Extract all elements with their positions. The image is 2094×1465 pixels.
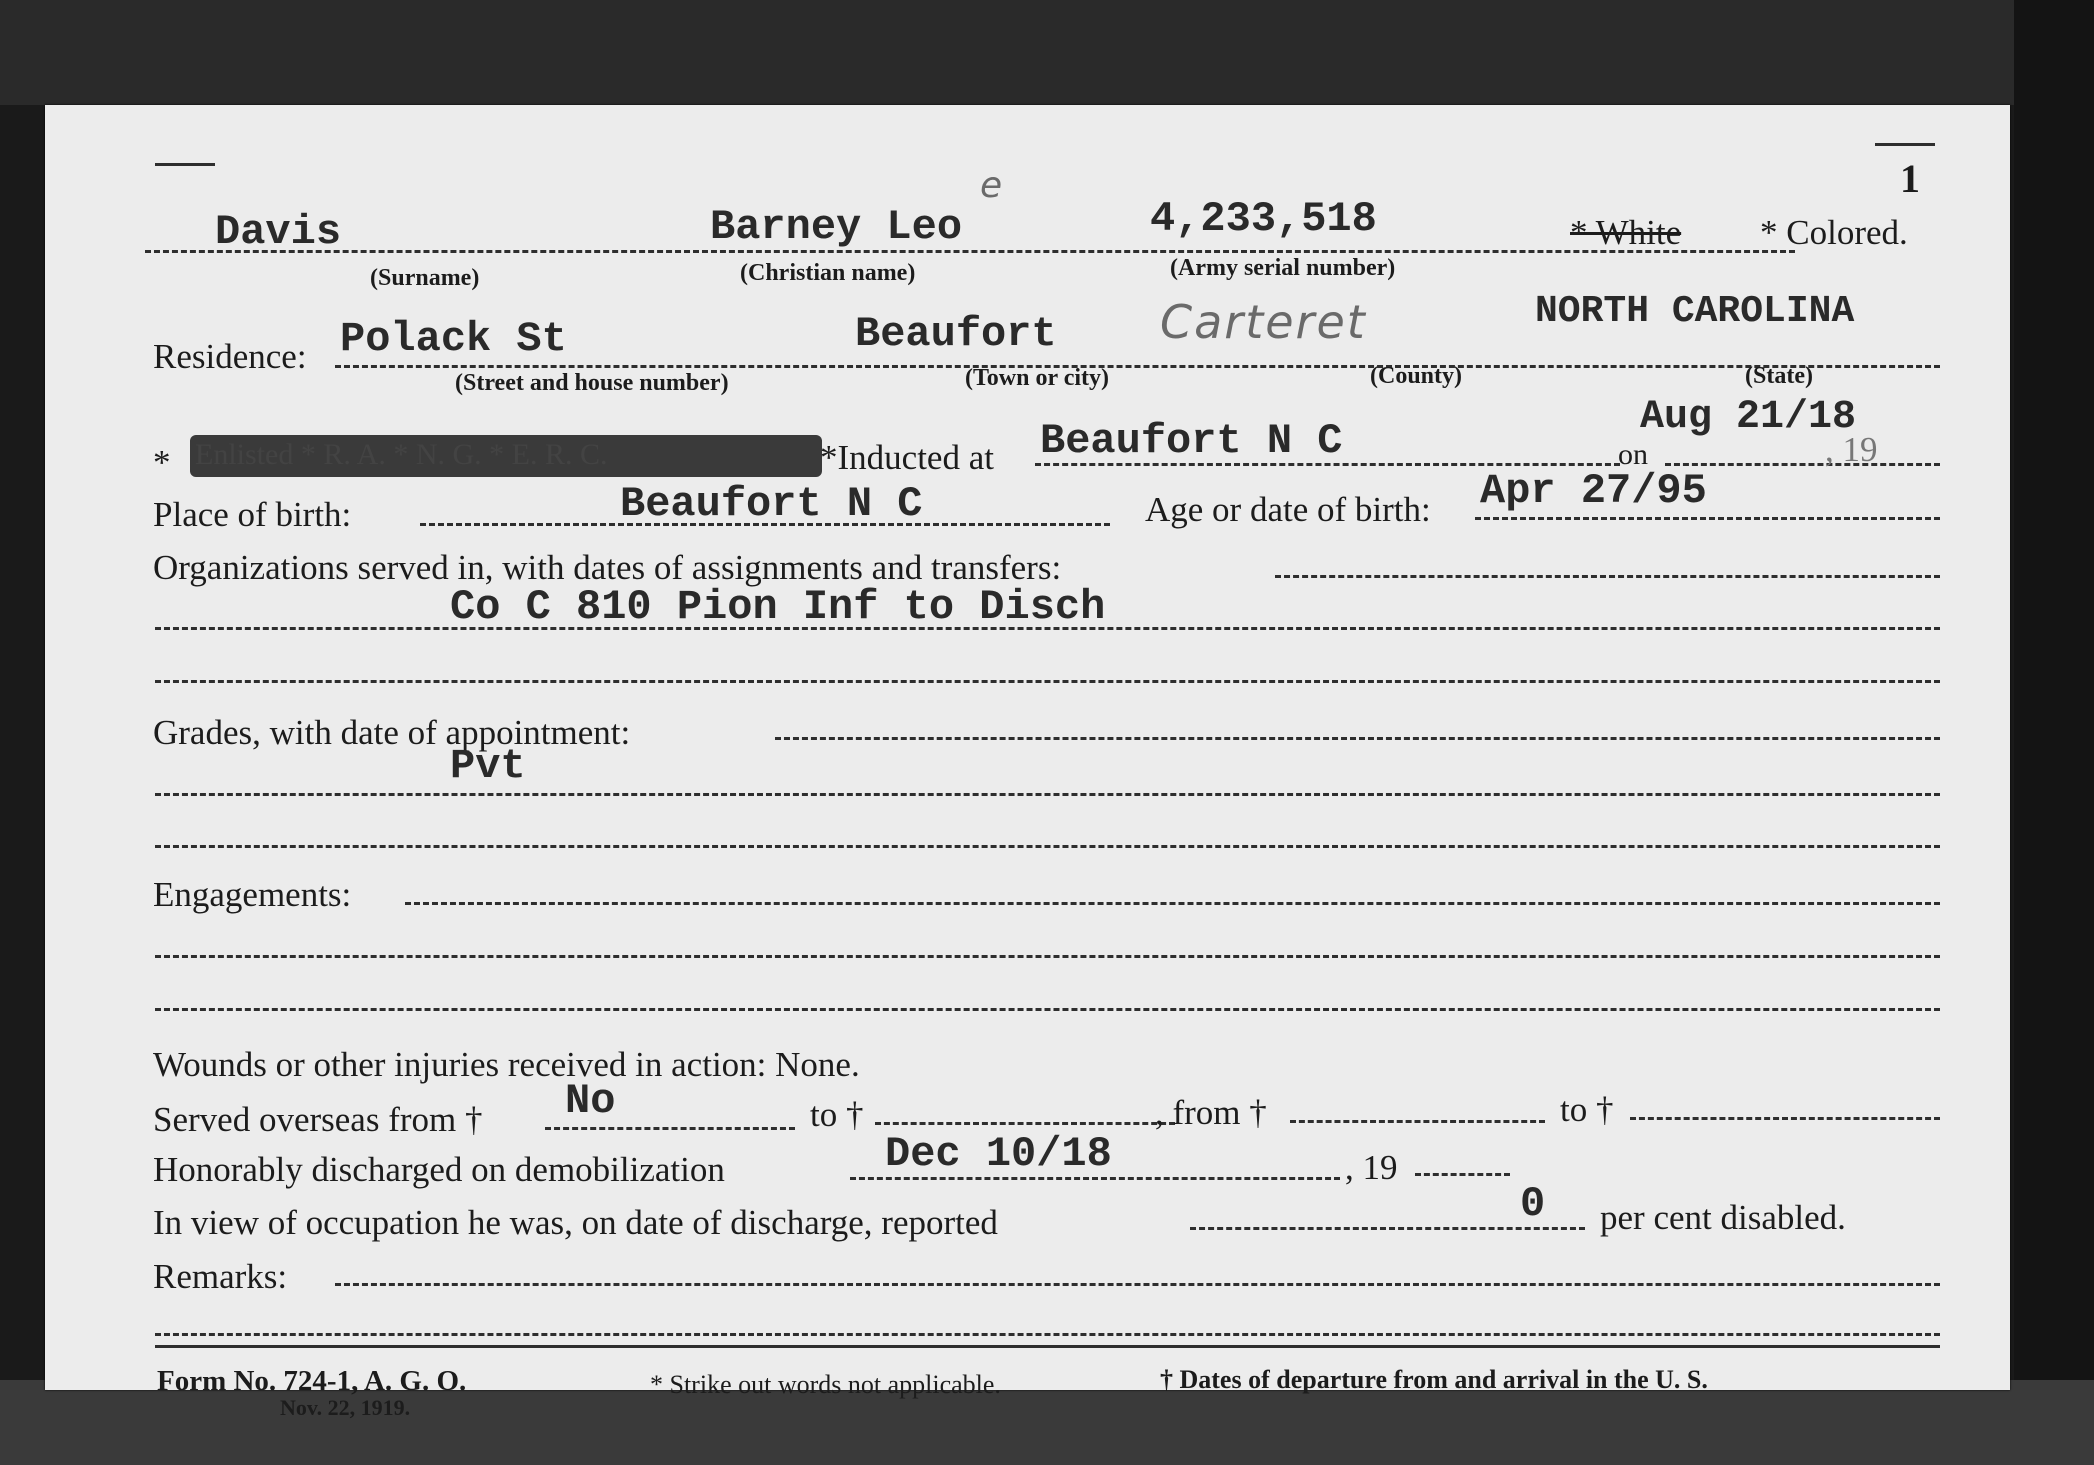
caption-surname: (Surname): [370, 265, 480, 291]
grades-label: Grades, with date of appointment:: [153, 713, 631, 752]
race-white-struck: * White: [1570, 213, 1682, 252]
surname-value: Davis: [215, 208, 342, 256]
residence-state-value: NORTH CAROLINA: [1535, 290, 1855, 333]
wounds-label: Wounds or other injuries received in action: None.: [153, 1045, 860, 1084]
caption-county: (County): [1370, 363, 1463, 389]
service-record-card: [45, 105, 2010, 1420]
induction-year-prefix: , 19: [1825, 430, 1878, 469]
residence-line: [335, 365, 1940, 368]
grades-line-1: [155, 793, 1940, 796]
scan-background-right: [2014, 0, 2094, 1465]
caption-christian-name: (Christian name): [740, 260, 916, 286]
remarks-label: Remarks:: [153, 1257, 288, 1296]
overseas-from-line: [545, 1127, 795, 1130]
inducted-at-label: *Inducted at: [820, 438, 994, 477]
overseas-from2-label: , from †: [1155, 1093, 1267, 1132]
top-right-rule: [1875, 143, 1935, 146]
residence-town-value: Beaufort: [855, 310, 1057, 358]
overseas-to-label: to †: [810, 1095, 864, 1134]
organizations-line-0: [1275, 575, 1940, 578]
page-number: 1: [1900, 156, 1920, 201]
remarks-line-1: [155, 1333, 1940, 1336]
discharge-date-value: Dec 10/18: [885, 1130, 1112, 1178]
overseas-to2-line: [1630, 1117, 1940, 1120]
engagements-line-2: [155, 1008, 1940, 1011]
discharge-label: Honorably discharged on demobilization: [153, 1150, 725, 1189]
discharge-year-line: [1415, 1173, 1510, 1176]
place-of-birth-label: Place of birth:: [153, 495, 352, 534]
remarks-line-0: [335, 1283, 1940, 1286]
induction-on-label: on: [1618, 438, 1648, 471]
grades-value: Pvt: [450, 742, 526, 790]
top-left-rule: [155, 163, 215, 166]
strike-note: * Strike out words not applicable.: [650, 1370, 1001, 1399]
organizations-line-2: [155, 680, 1940, 683]
disability-suffix: per cent disabled.: [1600, 1198, 1846, 1237]
residence-label: Residence:: [153, 337, 307, 376]
residence-county-value: Carteret: [1160, 295, 1367, 349]
served-overseas-label: Served overseas from †: [153, 1100, 483, 1139]
engagements-line-0: [405, 902, 1940, 905]
overseas-from2-line: [1290, 1120, 1545, 1123]
footer-rule: [155, 1345, 1940, 1348]
induction-date-line: [1665, 463, 1940, 466]
enlisted-struck-text: Enlisted * R. A. * N. G. * E. R. C.: [195, 438, 608, 471]
caption-state: (State): [1745, 363, 1813, 389]
residence-street-value: Polack St: [340, 315, 567, 363]
caption-street: (Street and house number): [455, 370, 729, 396]
form-date: Nov. 22, 1919.: [280, 1395, 411, 1420]
inducted-place-value: Beaufort N C: [1040, 417, 1343, 465]
scan-background-top: [0, 0, 2094, 105]
overseas-from-value: No: [565, 1077, 616, 1125]
name-line: [145, 250, 1795, 253]
caption-town: (Town or city): [965, 365, 1109, 391]
organizations-label: Organizations served in, with dates of assignments and transfers:: [153, 548, 1062, 587]
grades-line-0: [775, 737, 1940, 740]
age-label: Age or date of birth:: [1145, 490, 1431, 529]
organizations-value: Co C 810 Pion Inf to Disch: [450, 583, 1106, 631]
engagements-label: Engagements:: [153, 875, 352, 914]
age-value: Apr 27/95: [1480, 467, 1707, 515]
induction-date-value: Aug 21/18: [1640, 395, 1857, 440]
engagements-line-1: [155, 955, 1940, 958]
christian-name-correction: e: [980, 165, 1005, 206]
race-colored: * Colored.: [1760, 213, 1908, 252]
overseas-to-line: [875, 1122, 1175, 1125]
overseas-to2-label: to †: [1560, 1090, 1614, 1129]
caption-army-serial: (Army serial number): [1170, 255, 1396, 281]
age-line: [1475, 517, 1940, 520]
disability-label: In view of occupation he was, on date of discharge, reported: [153, 1203, 998, 1242]
disability-percent-value: 0: [1520, 1180, 1546, 1228]
discharge-year-prefix: , 19: [1345, 1148, 1398, 1187]
army-serial-number-value: 4,233,518: [1150, 195, 1377, 243]
form-number: Form No. 724-1, A. G. O.: [157, 1365, 467, 1397]
dates-note: † Dates of departure from and arrival in the U. S.: [1160, 1365, 1708, 1394]
induction-star: *: [153, 443, 171, 482]
grades-line-2: [155, 845, 1940, 848]
place-of-birth-value: Beaufort N C: [620, 480, 923, 528]
christian-name-value: Barney Leo: [710, 203, 963, 251]
